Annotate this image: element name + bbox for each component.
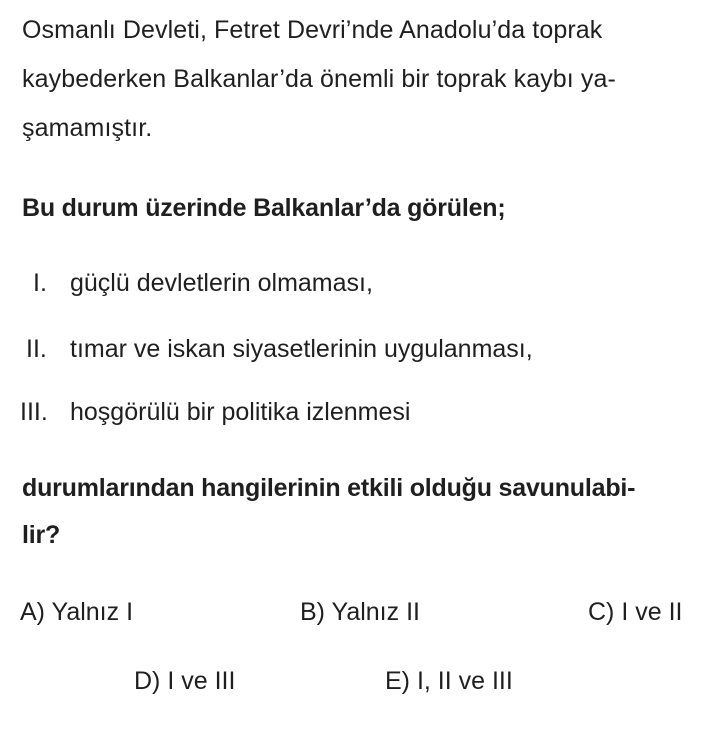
passage-line-2: kaybederken Balkanlar’da önemli bir toprak kaybı ya- <box>22 65 616 93</box>
statement-numeral-2: II. <box>26 335 47 363</box>
statement-text-2: tımar ve iskan siyasetlerinin uygulanması, <box>70 335 533 363</box>
option-b[interactable]: B) Yalnız II <box>300 598 420 626</box>
statement-numeral-1: I. <box>33 269 47 297</box>
question-line-1: durumlarından hangilerinin etkili olduğu savunulabi- <box>22 474 636 502</box>
question-prompt: Bu durum üzerinde Balkanlar’da görülen; <box>22 194 506 222</box>
option-c[interactable]: C) I ve II <box>588 598 683 626</box>
statement-numeral-3: III. <box>20 398 48 426</box>
passage-line-1: Osmanlı Devleti, Fetret Devri’nde Anadolu’da toprak <box>22 16 603 44</box>
option-d[interactable]: D) I ve III <box>134 667 236 695</box>
option-e[interactable]: E) I, II ve III <box>385 667 513 695</box>
statement-text-3: hoşgörülü bir politika izlenmesi <box>70 398 411 426</box>
passage-line-3: şamamıştır. <box>22 114 153 142</box>
question-line-2: lir? <box>22 521 61 549</box>
statement-text-1: güçlü devletlerin olmaması, <box>70 269 373 297</box>
option-a[interactable]: A) Yalnız I <box>20 598 134 626</box>
